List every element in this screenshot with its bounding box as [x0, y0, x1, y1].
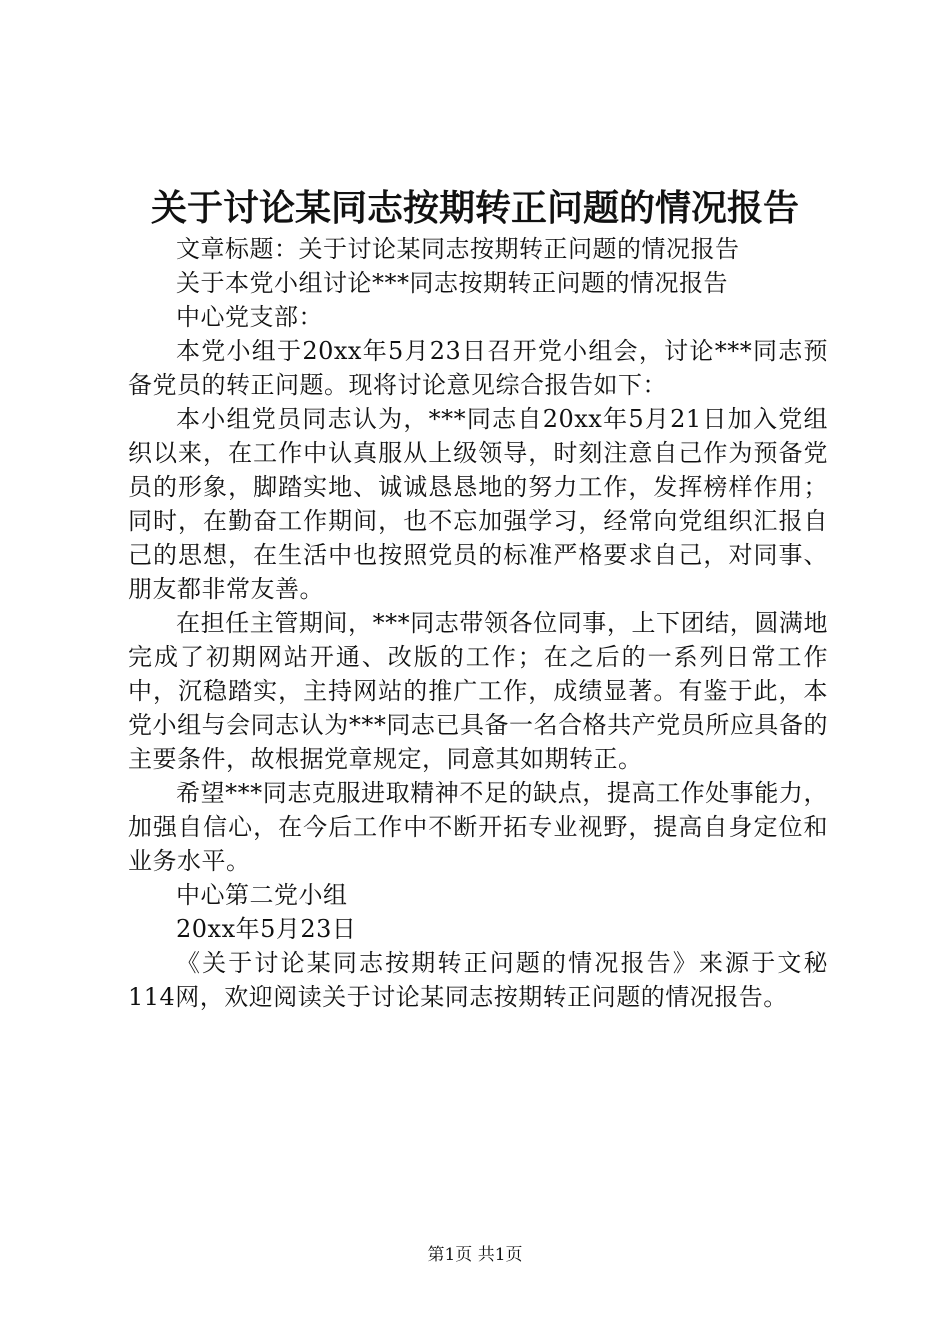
source-note: 《关于讨论某同志按期转正问题的情况报告》来源于文秘114网，欢迎阅读关于讨论某同志按期转正问题的情况报告。 — [128, 949, 828, 1011]
document-body — [128, 232, 828, 1014]
document-title: 关于讨论某同志按期转正问题的情况报告 — [150, 187, 799, 229]
recipient-line: 中心党支部： — [176, 303, 323, 331]
date-line: 20xx年5月23日 — [176, 915, 357, 943]
body-paragraph: 本小组党员同志认为，***同志自20xx年5月21日加入党组织以来，在工作中认真服从上级领导，时刻注意自己作为预备党员的形象，脚踏实地、诚诚恳恳地的努力工作，发挥榜样作用；同时，在勤奋工作期间，也不忘加强学习，经常向党组织汇报自己的思想，在生活中也按照党员的标准严格要求自己，对同事、朋友都非常友善。 — [128, 405, 828, 603]
signature-line: 中心第二党小组 — [176, 881, 348, 909]
body-paragraph: 在担任主管期间，***同志带领各位同事，上下团结，圆满地完成了初期网站开通、改版的工作；在之后的一系列日常工作中，沉稳踏实，主持网站的推广工作，成绩显著。有鉴于此，本党小组与会同志认为***同志已具备一名合格共产党员所应具备的主要条件，故根据党章规定，同意其如期转正。 — [128, 609, 828, 773]
report-subject-line: 关于本党小组讨论***同志按期转正问题的情况报告 — [176, 269, 728, 297]
body-paragraph: 本党小组于20xx年5月23日召开党小组会，讨论***同志预备党员的转正问题。现将讨论意见综合报告如下： — [128, 337, 828, 399]
body-paragraph: 希望***同志克服进取精神不足的缺点，提高工作处事能力，加强自信心，在今后工作中不断开拓专业视野，提高自身定位和业务水平。 — [128, 779, 828, 875]
article-title-line: 文章标题：关于讨论某同志按期转正问题的情况报告 — [176, 235, 740, 263]
page-number-footer: 第1页 共1页 — [427, 1245, 523, 1265]
